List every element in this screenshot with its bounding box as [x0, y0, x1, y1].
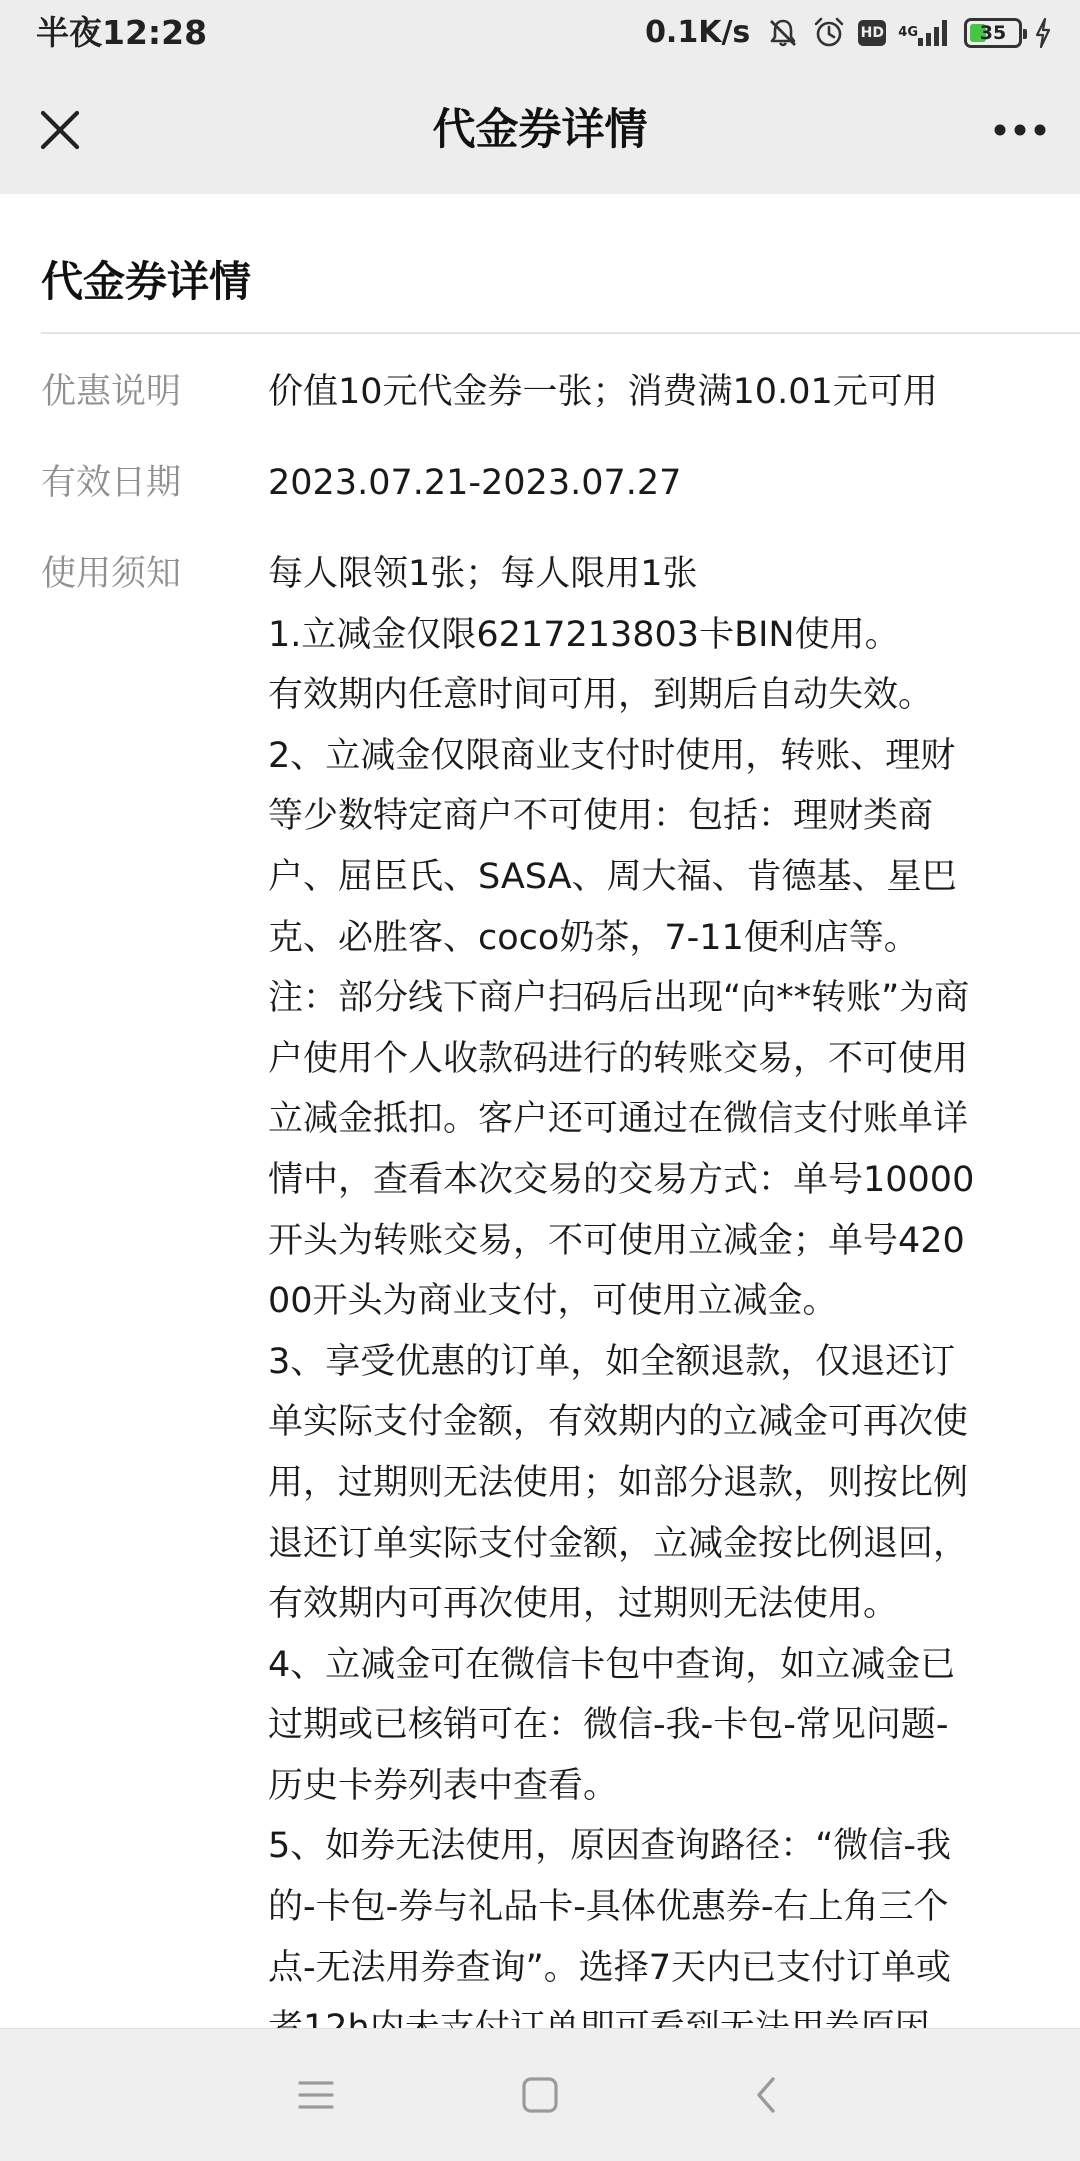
notice-line: 4、立减金可在微信卡包中查询，如立减金已: [268, 1644, 956, 1685]
notice-line: 历史卡券列表中查看。: [268, 1765, 619, 1806]
notice-line: 户、屈臣氏、SASA、周大福、肯德基、星巴: [268, 856, 957, 897]
notice-line: 1.立减金仅限6217213803卡BIN使用。: [268, 614, 900, 655]
menu-icon: [296, 2078, 336, 2112]
status-indicators: [645, 10, 1052, 56]
notice-line: 户使用个人收款码进行的转账交易，不可使用: [268, 1038, 969, 1079]
notice-line: 3、享受优惠的订单，如全额退款，仅退还订: [268, 1341, 956, 1382]
hd-icon: HD: [858, 20, 886, 46]
notice-line: 注：部分线下商户扫码后出现“向**转账”为商: [268, 978, 970, 1019]
close-button[interactable]: [22, 92, 98, 168]
notice-line: 用，过期则无法使用；如部分退款，则按比例: [268, 1462, 969, 1503]
notice-line: 立减金抵扣。客户还可通过在微信支付账单详: [268, 1099, 969, 1140]
divider: [41, 332, 1080, 334]
system-nav-bar: [0, 2028, 1080, 2161]
battery-icon: [964, 18, 1022, 48]
validity-value: 2023.07.21-2023.07.27: [268, 463, 682, 503]
notice-line: 单实际支付金额，有效期内的立减金可再次使: [268, 1402, 969, 1443]
notice-line: 等少数特定商户不可使用：包括：理财类商: [268, 796, 934, 837]
coupon-detail-content[interactable]: [0, 194, 1080, 2028]
status-time: 半夜12:28: [36, 13, 208, 52]
notice-line: 有效期内任意时间可用，到期后自动失效。: [268, 675, 934, 716]
offer-value: 价值10元代金券一张；消费满10.01元可用: [268, 372, 938, 412]
charging-icon: [1034, 17, 1052, 49]
status-bar: [0, 0, 1080, 66]
notice-line: 的-卡包-券与礼品卡-具体优惠券-右上角三个: [268, 1887, 949, 1928]
notice-line: 情中，查看本次交易的交易方式：单号10000: [268, 1159, 975, 1200]
more-icon: [992, 122, 1048, 138]
nav-bar: [0, 66, 1080, 194]
network-type: 4G: [898, 25, 918, 40]
more-button[interactable]: [982, 92, 1058, 168]
notice-line: 2、立减金仅限商业支付时使用，转账、理财: [268, 735, 956, 776]
battery-cap: [1023, 29, 1027, 39]
battery-level: 35: [979, 22, 1007, 44]
signal-icon: [898, 18, 952, 48]
mute-icon: [766, 16, 800, 50]
notice-label: 使用须知: [41, 554, 182, 594]
notice-line: 00开头为商业支付，可使用立减金。: [268, 1281, 838, 1322]
offer-label: 优惠说明: [41, 372, 182, 412]
home-icon: [520, 2075, 560, 2115]
notice-line: 过期或已核销可在：微信-我-卡包-常见问题-: [268, 1705, 949, 1746]
back-button[interactable]: [730, 2059, 802, 2131]
alarm-icon: [812, 16, 846, 50]
close-icon: [37, 107, 83, 153]
back-icon: [751, 2075, 781, 2115]
menu-button[interactable]: [280, 2059, 352, 2131]
net-speed: 0.1K/s: [645, 15, 751, 50]
validity-label: 有效日期: [41, 463, 182, 503]
notice-text: [268, 544, 1058, 2059]
notice-line: 有效期内可再次使用，过期则无法使用。: [268, 1584, 899, 1625]
notice-line: 克、必胜客、coco奶茶，7-11便利店等。: [268, 917, 919, 958]
notice-line: 点-无法用券查询”。选择7天内已支付订单或: [268, 1947, 952, 1988]
section-title: 代金券详情: [41, 257, 252, 306]
home-button[interactable]: [504, 2059, 576, 2131]
notice-line: 5、如券无法使用，原因查询路径：“微信-我: [268, 1826, 952, 1867]
notice-line: 每人限领1张；每人限用1张: [268, 554, 698, 594]
notice-line: 退还订单实际支付金额，立减金按比例退回，: [268, 1523, 969, 1564]
page-title: 代金券详情: [432, 105, 648, 155]
notice-line: 开头为转账交易，不可使用立减金；单号420: [268, 1220, 965, 1261]
